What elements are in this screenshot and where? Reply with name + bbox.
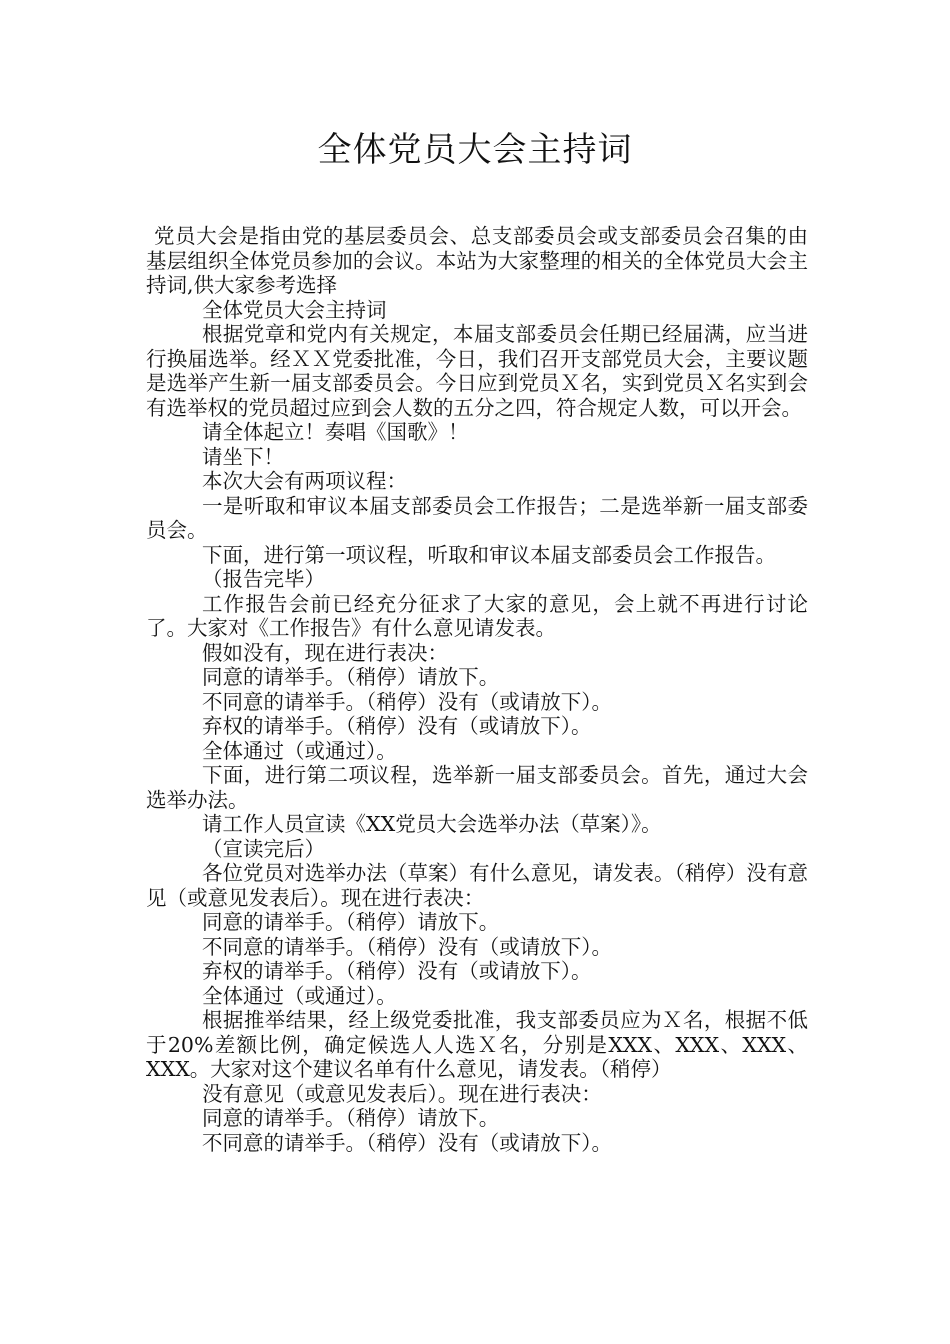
paragraph: 下面，进行第一项议程，听取和审议本届支部委员会工作报告。 <box>202 542 776 567</box>
paragraph: 不同意的请举手。（稍停）没有（或请放下）。 <box>202 934 612 959</box>
paragraph: （报告完毕） <box>202 567 325 591</box>
paragraph: 本次大会有两项议程： <box>202 469 407 493</box>
paragraph: （宣读完后） <box>202 836 325 861</box>
paragraph: 全体通过（或通过）。 <box>202 738 397 763</box>
document-title: 全体党员大会主持词 <box>317 130 633 170</box>
paragraph: 同意的请举手。（稍停）请放下。 <box>202 1106 500 1130</box>
paragraph: 请全体起立！奏唱《国歌》！ <box>202 420 469 444</box>
paragraph: 请坐下！ <box>202 444 284 469</box>
paragraph: 弃权的请举手。（稍停）没有（或请放下）。 <box>202 959 592 983</box>
paragraph: 一是听取和审议本届支部委员会工作报告；二是选举新一届支部委员会。 <box>146 493 808 542</box>
paragraph: 没有意见（或意见发表后）。现在进行表决： <box>202 1081 602 1106</box>
paragraph: 同意的请举手。（稍停）请放下。 <box>202 665 500 689</box>
paragraph: 全体党员大会主持词 <box>202 297 387 322</box>
paragraph: 根据推举结果，经上级党委批准，我支部委员应为Ｘ名，根据不低于20%差额比例，确定候选人人选Ｘ名，分别是XXX、XXX、XXX、XXX。大家对这个建议名单有什么意见，请发表。（稍停） <box>146 1008 808 1081</box>
paragraph: 党员大会是指由党的基层委员会、总支部委员会或支部委员会召集的由基层组织全体党员参加的会议。本站为大家整理的相关的全体党员大会主持词,供大家参考选择 <box>146 224 808 297</box>
paragraph: 请工作人员宣读《XX党员大会选举办法（草案）》。 <box>202 812 662 836</box>
paragraph: 弃权的请举手。（稍停）没有（或请放下）。 <box>202 714 592 738</box>
paragraph: 根据党章和党内有关规定，本届支部委员会任期已经届满，应当进行换届选举。经ＸＸ党委批准，今日，我们召开支部党员大会，主要议题是选举产生新一届支部委员会。今日应到党员Ｘ名，实到党员Ｘ名实到会有选举权的党员超过应到会人数的五分之四，符合规定人数，可以开会。 <box>146 322 808 420</box>
paragraph: 工作报告会前已经充分征求了大家的意见，会上就不再进行讨论了。大家对《工作报告》有什么意见请发表。 <box>146 591 808 640</box>
paragraph: 假如没有，现在进行表决： <box>202 640 448 665</box>
paragraph: 同意的请举手。（稍停）请放下。 <box>202 910 500 934</box>
paragraph: 全体通过（或通过）。 <box>202 983 397 1008</box>
paragraph: 不同意的请举手。（稍停）没有（或请放下）。 <box>202 1130 612 1155</box>
document-body <box>146 224 808 1155</box>
paragraph: 不同意的请举手。（稍停）没有（或请放下）。 <box>202 689 612 714</box>
paragraph: 下面，进行第二项议程，选举新一届支部委员会。首先，通过大会选举办法。 <box>146 763 808 812</box>
paragraph: 各位党员对选举办法（草案）有什么意见，请发表。（稍停）没有意见（或意见发表后）。现在进行表决： <box>146 861 808 910</box>
